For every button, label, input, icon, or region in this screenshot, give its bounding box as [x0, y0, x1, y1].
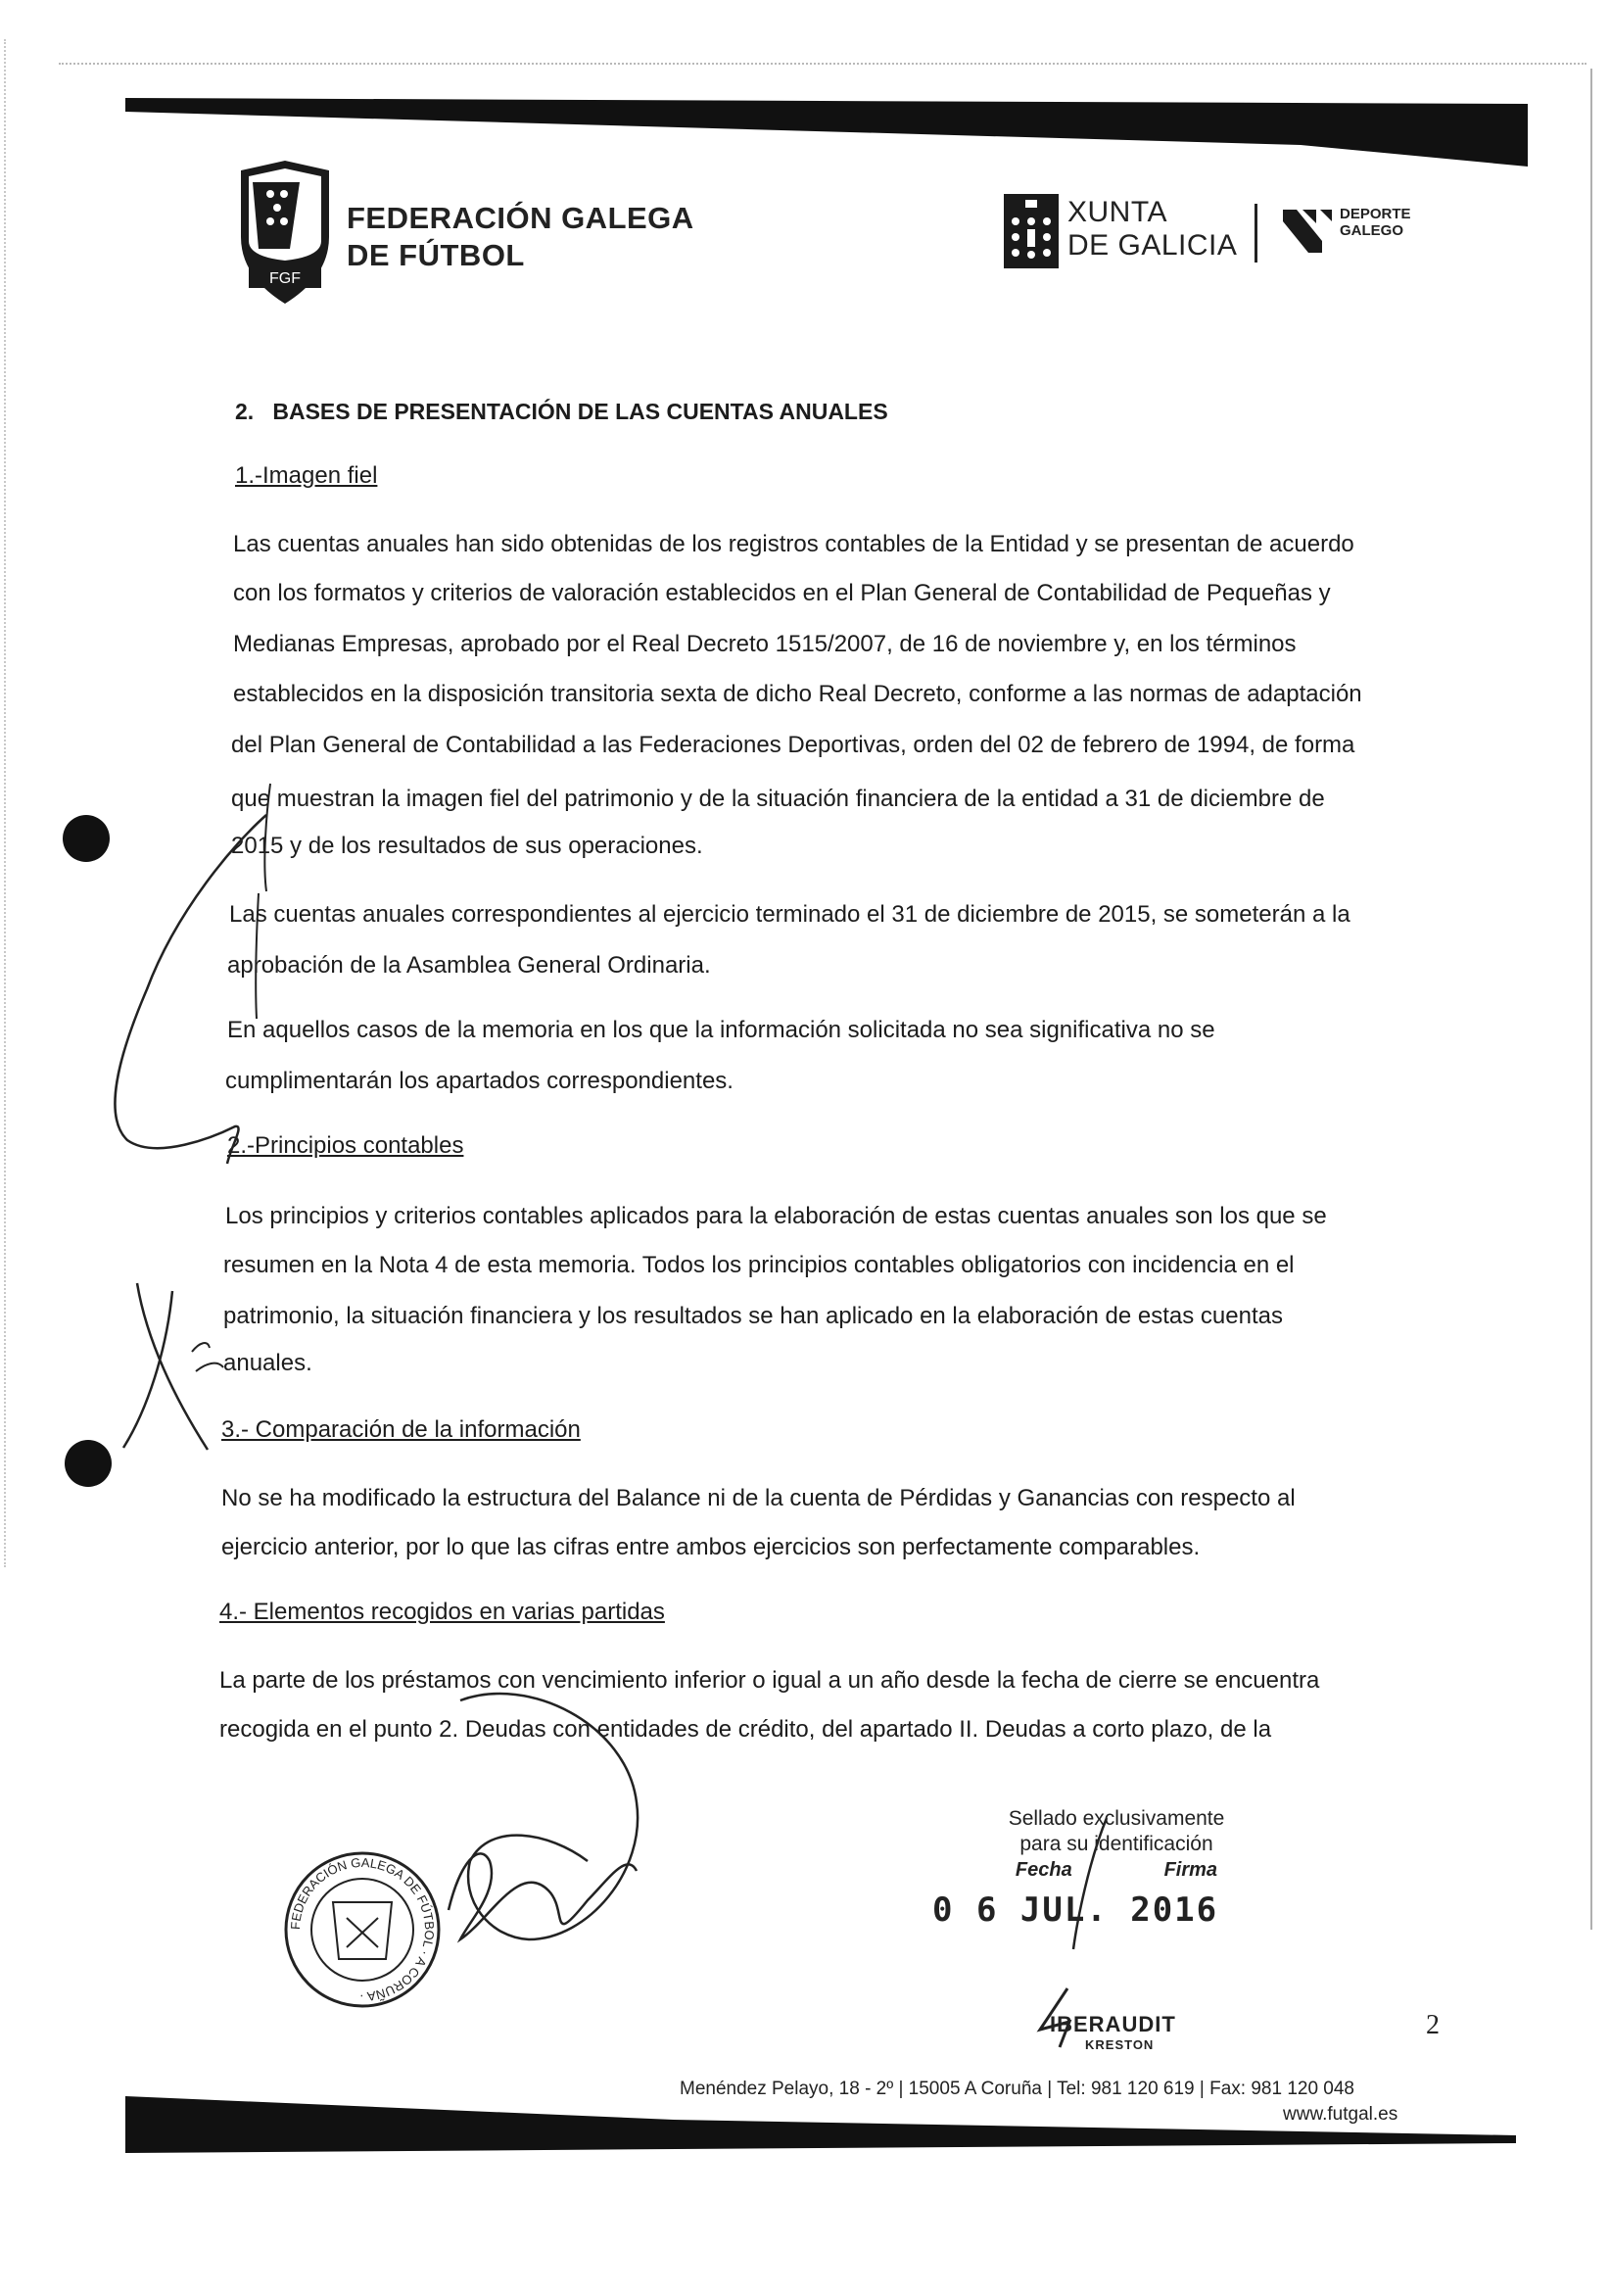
s1-line-2: con los formatos y criterios de valoración establecidos en el Plan General de Contabilidad de Pequeñas y	[233, 580, 1331, 606]
s1-p2-line-2: aprobación de la Asamblea General Ordinaria.	[227, 952, 711, 979]
stamp-fecha-label: Fecha	[1015, 1859, 1072, 1881]
footer-bar	[125, 2084, 1516, 2153]
identification-stamp	[970, 1806, 1263, 1883]
federation-name-line2: DE FÚTBOL	[347, 238, 525, 272]
s1-p3-line-2: cumplimentarán los apartados correspondientes.	[225, 1068, 734, 1094]
deporte-line2: GALEGO	[1340, 222, 1404, 239]
s1-line-4: establecidos en la disposición transitoria sexta de dicho Real Decreto, conforme a las normas de adaptación	[233, 681, 1362, 707]
s3-line-1: No se ha modificado la estructura del Balance ni de la cuenta de Pérdidas y Ganancias con respecto al	[221, 1485, 1296, 1511]
seal-text: FEDERACIÓN GALEGA DE FÚTBOL · A CORUÑA ·	[287, 1854, 438, 2005]
auditor-subtitle: KRESTON	[1085, 2037, 1155, 2052]
footer-address: Menéndez Pelayo, 18 - 2º | 15005 A Coruña | Tel: 981 120 619 | Fax: 981 120 048	[680, 2079, 1355, 2099]
margin-tick-2	[256, 893, 259, 1019]
stamp-line-1: Sellado exclusivamente	[1008, 1807, 1225, 1830]
stamp-firma-label: Firma	[1163, 1859, 1218, 1881]
signature-loop	[460, 1694, 638, 1939]
subsection-1-title: 1.-Imagen fiel	[235, 462, 378, 489]
xunta-line1: XUNTA	[1067, 196, 1167, 228]
stamp-line-2: para su identificación	[1019, 1833, 1213, 1855]
s4-line-2: recogida en el punto 2. Deudas con entidades de crédito, del apartado II. Deudas a corto plazo, de la	[219, 1716, 1272, 1743]
s2-line-1: Los principios y criterios contables aplicados para la elaboración de estas cuentas anuales son los que se	[225, 1203, 1327, 1229]
footer-website: www.futgal.es	[1283, 2104, 1398, 2125]
auditor-name: IBERAUDIT	[1050, 2012, 1176, 2036]
subsection-4-title: 4.- Elementos recogidos en varias partidas	[219, 1599, 665, 1625]
section-number: 2.	[235, 399, 255, 424]
s1-line-3: Medianas Empresas, aprobado por el Real Decreto 1515/2007, de 16 de noviembre y, en los términos	[233, 631, 1297, 657]
margin-tick-1	[264, 784, 270, 891]
xunta-line2: DE GALICIA	[1067, 229, 1238, 262]
federation-seal	[286, 1853, 439, 2006]
subsection-2-title: 2.-Principios contables	[227, 1132, 464, 1159]
x-mark	[123, 1283, 208, 1450]
logo-badge-text: FGF	[269, 270, 301, 287]
s2-line-3: patrimonio, la situación financiera y los resultados se han aplicado en la elaboración de estas cuentas	[223, 1303, 1283, 1329]
subsection-3-title: 3.- Comparación de la información	[221, 1416, 581, 1443]
s4-line-1: La parte de los préstamos con vencimiento inferior o igual a un año desde la fecha de cierre se encuentra	[219, 1667, 1320, 1694]
s1-p3-line-1: En aquellos casos de la memoria en los que la información solicitada no sea significativa no se	[227, 1017, 1215, 1043]
s1-line-7: 2015 y de los resultados de sus operaciones.	[231, 833, 703, 859]
stamp-date: 0 6 JUL. 2016	[932, 1890, 1219, 1930]
deporte-line1: DEPORTE	[1340, 206, 1411, 222]
s1-line-1: Las cuentas anuales han sido obtenidas de los registros contables de la Entidad y se presentan de acuerdo	[233, 531, 1354, 557]
x-mark-hook	[192, 1343, 223, 1371]
margin-bracket-mark	[115, 815, 266, 1164]
svg-text:FEDERACIÓN GALEGA DE FÚTBOL ·	[288, 1855, 437, 2004]
s2-line-2: resumen en la Nota 4 de esta memoria. Todos los principios contables obligatorios con incidencia en el	[223, 1252, 1295, 1278]
federation-name-line1: FEDERACIÓN GALEGA	[347, 201, 694, 235]
section-title: BASES DE PRESENTACIÓN DE LAS CUENTAS ANUALES	[272, 399, 888, 424]
s1-line-6: que muestran la imagen fiel del patrimonio y de la situación financiera de la entidad a 31 de diciembre de	[231, 786, 1325, 812]
s1-p2-line-1: Las cuentas anuales correspondientes al ejercicio terminado el 31 de diciembre de 2015, se someterán a la	[229, 901, 1350, 928]
s1-line-5: del Plan General de Contabilidad a las Federaciones Deportivas, orden del 02 de febrero de 1994, de forma	[231, 732, 1355, 758]
s3-line-2: ejercicio anterior, por lo que las cifras entre ambos ejercicios son perfectamente comparables.	[221, 1534, 1201, 1560]
page-number: 2	[1426, 2010, 1440, 2040]
s2-line-4: anuales.	[223, 1350, 312, 1376]
